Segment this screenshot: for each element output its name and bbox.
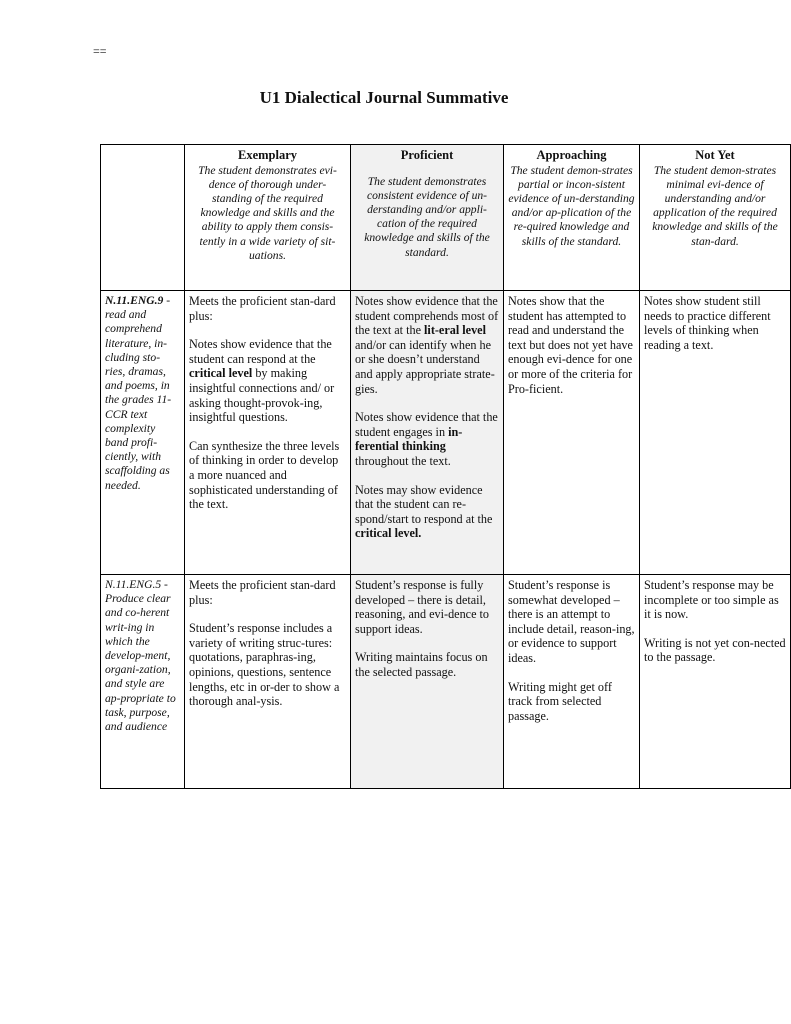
standard-cell <box>101 291 185 575</box>
approaching-cell <box>504 291 640 575</box>
standard-code: N.11.ENG.9 <box>105 294 164 307</box>
criteria-text-part: throughout the text. <box>355 453 451 468</box>
exemplary-cell <box>185 575 351 789</box>
standard-cell <box>101 575 185 789</box>
approaching-cell <box>504 575 640 789</box>
criteria-text: Student’s response is fully developed – there is detail, reasoning, and evi-dence to support ideas. <box>355 578 490 636</box>
corner-cell <box>101 145 185 291</box>
level-exemplary <box>185 145 351 291</box>
criteria-emphasis: critical level. <box>355 526 422 541</box>
level-name: Exemplary <box>237 148 298 162</box>
criteria-text-part: Notes show evidence that the student can respond at the <box>189 337 332 366</box>
level-name: Not Yet <box>695 148 735 162</box>
criteria-text-part: Notes show evidence that the student comprehends most of the text at the <box>355 294 499 338</box>
level-description: The student demon-strates minimal evi-dence of understanding and/or application of the required knowledge and skills of the stan-dard. <box>652 163 778 248</box>
rubric-row-eng5 <box>101 575 791 789</box>
not-yet-cell <box>640 575 791 789</box>
header-marker: == <box>93 44 107 58</box>
criteria-emphasis: in-ferential thinking <box>355 424 463 454</box>
criteria-text: Writing might get off track from selected passage. <box>508 679 612 723</box>
criteria-text-part: by making insightful connections and/ or asking thought-provok-ing, insightful questions. <box>189 366 335 425</box>
proficient-cell <box>351 575 504 789</box>
exemplary-cell <box>185 291 351 575</box>
criteria-emphasis: lit-eral level <box>424 323 486 338</box>
rubric-header-row <box>101 145 791 291</box>
level-description: The student demonstrates consistent evidence of un-derstanding and/or appli-cation of the required knowledge and skills of the standard. <box>364 174 490 259</box>
level-approaching <box>504 145 640 291</box>
criteria-text: Student’s response may be incomplete or too simple as it is now. <box>644 578 779 622</box>
criteria-text: Notes show student still needs to practice different levels of thinking when reading a text. <box>644 294 771 352</box>
rubric-row-eng9 <box>101 291 791 575</box>
criteria-text-part: and/or can identify when he or she doesn’t understand and apply appropriate strate-gies. <box>355 337 495 396</box>
criteria-text: Writing is not yet con-nected to the passage. <box>644 635 786 665</box>
criteria-text: Meets the proficient stan-dard plus: <box>189 294 336 323</box>
criteria-text: Notes show that the student has attempted to read and understand the text but does not yet have enough evi-dence for one or more of the criteria for Pro-ficient. <box>508 294 633 396</box>
standard-code: N.11.ENG.5 <box>105 578 162 591</box>
criteria-text <box>355 294 499 396</box>
criteria-text-part: Notes show evidence that the student engages in <box>355 410 498 439</box>
level-not-yet <box>640 145 791 291</box>
standard-code-separator: - <box>161 578 168 591</box>
standard-description: read and comprehend literature, in-cluding sto-ries, dramas, and poems, in the grades 11-CCR text complexity band profi-ciently, with scaffolding as needed. <box>105 308 172 492</box>
standard-code-separator: - <box>163 294 171 307</box>
level-description: The student demon-strates partial or incon-sistent evidence of un-derstanding and/or ap-plication of the re-quired knowledge and skills of the standard. <box>508 163 635 248</box>
proficient-cell <box>351 291 504 575</box>
standard-description: Produce clear and co-herent writ-ing in which the develop-ment, organi-zation, and style are ap-propriate to task, purpose, and audience <box>105 592 176 734</box>
criteria-text: Student’s response is somewhat developed – there is an attempt to include detail, reason-ing, or evidence to support ideas. <box>508 578 635 665</box>
level-proficient <box>351 145 504 291</box>
level-name: Proficient <box>400 148 454 162</box>
not-yet-cell <box>640 291 791 575</box>
criteria-text: Writing maintains focus on the selected passage. <box>355 650 488 679</box>
criteria-text <box>355 410 499 468</box>
criteria-text: Student’s response includes a variety of writing struc-tures: quotations, paraphras-ing, opinions, questions, sentence lengths, etc in or-der to show a thorough anal-ysis. <box>189 621 340 709</box>
document-title: U1 Dialectical Journal Summative <box>259 88 509 107</box>
criteria-text: Can synthesize the three levels of thinking in order to develop a more nuanced and sophisticated understanding of the text. <box>189 438 340 512</box>
level-name: Approaching <box>536 148 607 162</box>
criteria-text-part: Notes may show evidence that the student can re-spond/start to respond at the <box>355 482 493 526</box>
level-description: The student demonstrates evi-dence of thorough under-standing of the required knowledge and skills and the ability to apply them consis-tently in a wide variety of sit-uations. <box>198 163 337 262</box>
rubric-table <box>100 144 791 789</box>
criteria-emphasis: critical level <box>189 366 253 381</box>
criteria-text <box>355 483 499 541</box>
criteria-text: Meets the proficient stan-dard plus: <box>189 578 336 607</box>
criteria-text <box>189 337 346 425</box>
